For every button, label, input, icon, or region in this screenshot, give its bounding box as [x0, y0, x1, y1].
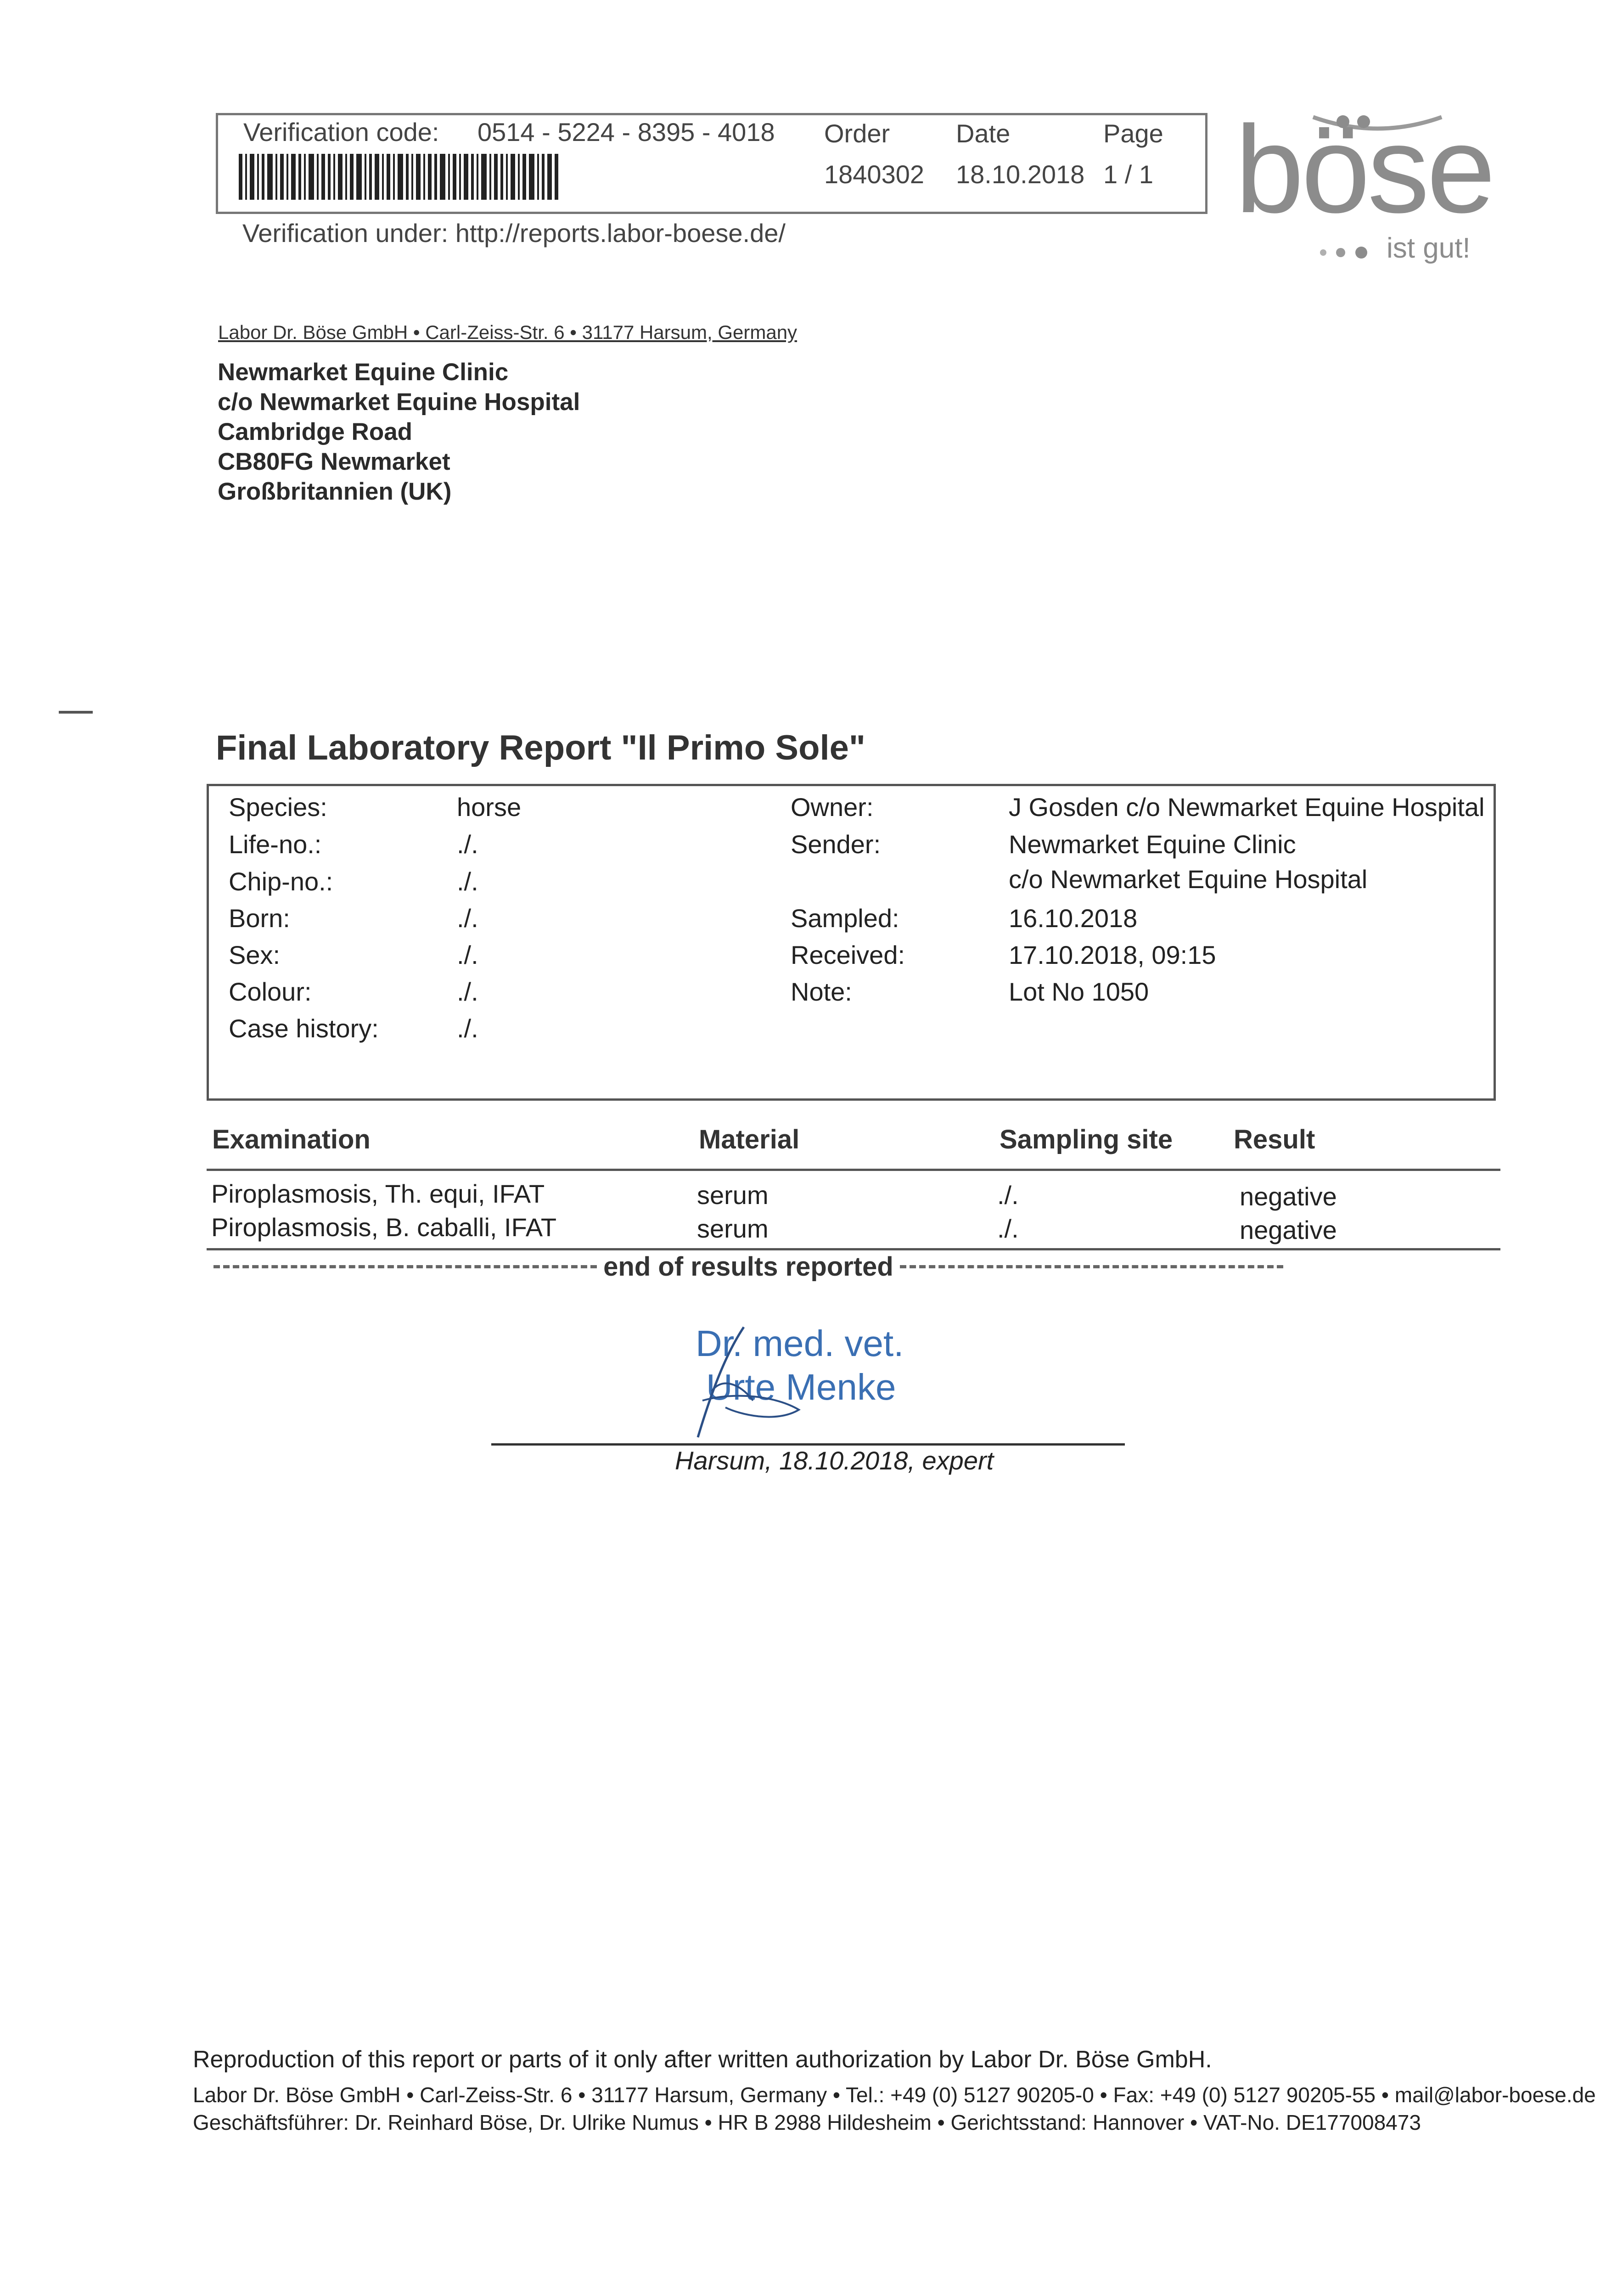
species-value: horse — [457, 793, 522, 822]
footer-contact-line: Labor Dr. Böse GmbH • Carl-Zeiss-Str. 6 • 31177 Harsum, Germany • Tel.: +49 (0) 5127 90205-0 • Fax: +49 (0) 5127 90205-55 • mail@labor-boese.de — [193, 2083, 1596, 2107]
sampled-label: Sampled: — [791, 904, 899, 933]
column-header-result: Result — [1234, 1125, 1315, 1154]
signature-caption: Harsum, 18.10.2018, expert — [675, 1446, 994, 1475]
case-history-value: ./. — [457, 1014, 478, 1043]
recipient-line: c/o Newmarket Equine Hospital — [218, 388, 580, 416]
recipient-line: Newmarket Equine Clinic — [218, 359, 509, 386]
footer-legal-line: Geschäftsführer: Dr. Reinhard Böse, Dr. Ulrike Numus • HR B 2988 Hildesheim • Gerichtsstand: Hannover • VAT-No. DE177008473 — [193, 2110, 1421, 2134]
signature-title: Dr. med. vet. — [696, 1323, 904, 1364]
born-value: ./. — [457, 904, 478, 933]
owner-value: J Gosden c/o Newmarket Equine Hospital — [1009, 793, 1485, 822]
sampling-site-cell: ./. — [997, 1214, 1019, 1243]
received-value: 17.10.2018, 09:15 — [1009, 940, 1216, 969]
colour-label: Colour: — [229, 977, 312, 1006]
material-cell: serum — [697, 1181, 769, 1210]
order-number: 1840302 — [824, 160, 925, 189]
note-value: Lot No 1050 — [1009, 977, 1149, 1006]
owner-label: Owner: — [791, 793, 874, 822]
fold-mark — [59, 711, 93, 714]
report-title: Final Laboratory Report "Il Primo Sole" — [216, 728, 865, 767]
column-header-examination: Examination — [212, 1125, 371, 1154]
verification-code: 0514 - 5224 - 8395 - 4018 — [477, 118, 775, 146]
sex-label: Sex: — [229, 940, 281, 969]
sender-value: Newmarket Equine Clinic — [1009, 830, 1296, 859]
report-date: 18.10.2018 — [956, 160, 1085, 189]
date-label: Date — [956, 119, 1011, 148]
column-header-sampling-site: Sampling site — [1000, 1125, 1173, 1154]
page-label: Page — [1103, 119, 1163, 148]
verification-code-label: Verification code: — [243, 118, 439, 146]
sampling-site-cell: ./. — [997, 1181, 1019, 1210]
born-label: Born: — [229, 904, 290, 933]
chip-no-label: Chip-no.: — [229, 867, 333, 896]
sender-address-line: Labor Dr. Böse GmbH • Carl-Zeiss-Str. 6 • 31177 Harsum, Germany — [218, 321, 797, 343]
page-number: 1 / 1 — [1103, 160, 1153, 189]
end-of-results-divider — [213, 1251, 1283, 1282]
result-cell: negative — [1240, 1216, 1337, 1244]
examination-cell: Piroplasmosis, B. caballi, IFAT — [211, 1213, 557, 1242]
note-label: Note: — [791, 977, 852, 1006]
examination-cell: Piroplasmosis, Th. equi, IFAT — [211, 1179, 545, 1208]
life-no-label: Life-no.: — [229, 830, 322, 859]
recipient-line: Cambridge Road — [218, 418, 413, 445]
result-cell: negative — [1240, 1182, 1337, 1211]
recipient-line: Großbritannien (UK) — [218, 478, 452, 505]
table-bottom-rule — [207, 1248, 1500, 1250]
received-label: Received: — [791, 940, 905, 969]
sex-value: ./. — [457, 940, 478, 969]
barcode-icon — [239, 154, 560, 200]
handwritten-signature-icon — [684, 1322, 826, 1446]
verification-url: Verification under: http://reports.labor-boese.de/ — [242, 219, 786, 248]
case-history-label: Case history: — [229, 1014, 379, 1043]
reproduction-notice: Reproduction of this report or parts of it only after written authorization by Labor Dr. Böse GmbH. — [193, 2046, 1212, 2073]
logo-tagline: ist gut! — [1387, 232, 1471, 264]
order-label: Order — [824, 119, 890, 148]
sampled-value: 16.10.2018 — [1009, 904, 1138, 933]
logo-wordmark: böse — [1235, 101, 1493, 239]
sender-value: c/o Newmarket Equine Hospital — [1009, 865, 1368, 894]
tagline-dots-icon — [1318, 243, 1373, 262]
end-of-results-text: end of results reported — [603, 1252, 893, 1282]
species-label: Species: — [229, 793, 327, 822]
colour-value: ./. — [457, 977, 478, 1006]
life-no-value: ./. — [457, 830, 478, 859]
table-header-rule — [207, 1169, 1500, 1171]
material-cell: serum — [697, 1214, 769, 1243]
sender-label: Sender: — [791, 830, 881, 859]
column-header-material: Material — [699, 1125, 800, 1154]
signature-name: Urte Menke — [706, 1367, 896, 1407]
recipient-line: CB80FG Newmarket — [218, 448, 450, 475]
chip-no-value: ./. — [457, 867, 478, 896]
